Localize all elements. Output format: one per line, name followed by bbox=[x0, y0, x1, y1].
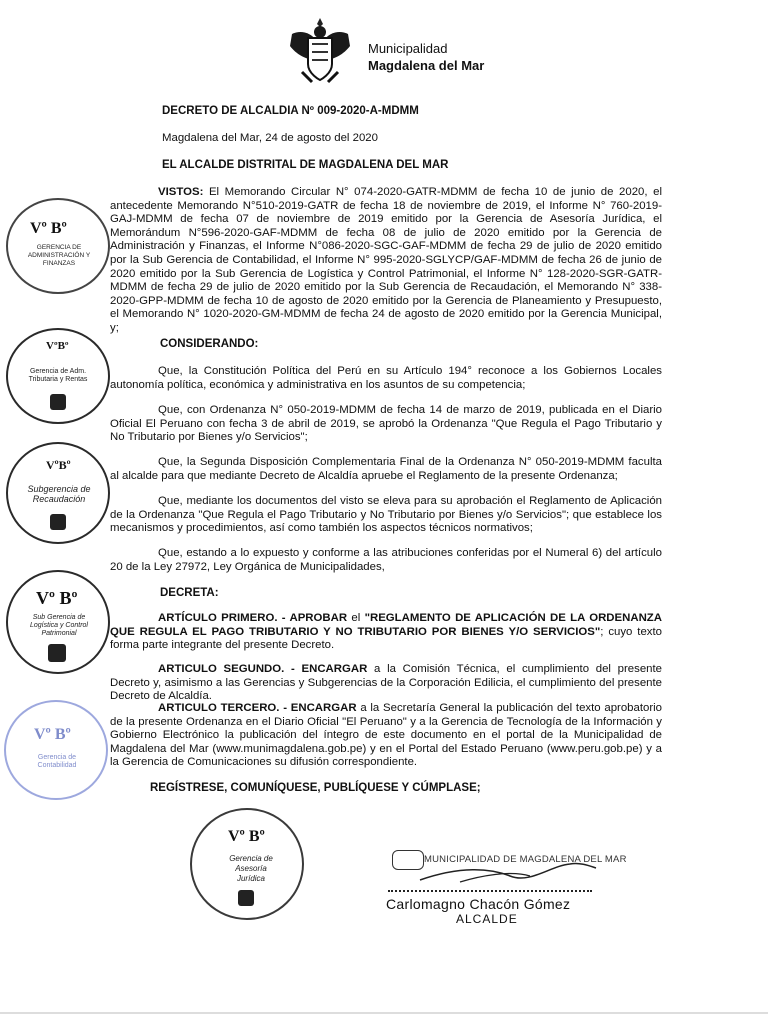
crest-icon bbox=[50, 394, 66, 410]
article-segundo bbox=[110, 663, 662, 704]
article-primero-label: ARTÍCULO PRIMERO. - APROBAR bbox=[158, 612, 348, 624]
article-primero-mid: el bbox=[347, 612, 365, 624]
signature-dotted-line bbox=[388, 890, 592, 892]
article-primero bbox=[110, 612, 662, 653]
stamp-gerencia-administracion bbox=[6, 198, 110, 294]
decreta-label: DECRETA: bbox=[160, 587, 219, 599]
considerando-p1: Que, la Constitución Política del Perú en su Artículo 194° reconoce a los Gobiernos Locales autonomía política, económica y administrativa en los asuntos de su competencia; bbox=[110, 365, 662, 391]
decree-number: DECRETO DE ALCALDIA Nº 009-2020-A-MDMM bbox=[162, 105, 419, 117]
stamp-subgerencia-logistica bbox=[6, 570, 110, 674]
article-primero-title: "REGLAMENTO DE APLICACIÓN DE LA ORDENANZA QUE REGULA EL PAGO TRIBUTARIO Y NO TRIBUTARIO POR BIENES Y/O SERVICIOS" bbox=[110, 612, 662, 638]
stamp-office: Gerencia de Asesoría Jurídica bbox=[229, 854, 273, 883]
vistos-paragraph bbox=[110, 186, 662, 336]
stamp-office: Sub Gerencia de Logística y Control Patrimonial bbox=[30, 614, 88, 637]
closing-formula: REGÍSTRESE, COMUNÍQUESE, PUBLÍQUESE Y CÚMPLASE; bbox=[150, 782, 481, 794]
considerando-p3: Que, la Segunda Disposición Complementaria Final de la Ordenanza N° 050-2019-MDMM faculta al alcalde para que mediante Decreto de Alcaldía apruebe el Reglamento de la presente Ordenanza; bbox=[110, 456, 662, 482]
decree-date: Magdalena del Mar, 24 de agosto del 2020 bbox=[162, 132, 378, 144]
crest-icon bbox=[238, 890, 254, 906]
org-name-line2: Magdalena del Mar bbox=[368, 58, 485, 73]
article-tercero-label: ARTICULO TERCERO. - ENCARGAR bbox=[158, 702, 357, 714]
stamp-office: GERENCIA DE ADMINISTRACIÓN Y FINANZAS bbox=[27, 244, 91, 267]
page-bottom-edge bbox=[0, 1012, 768, 1014]
stamp-mark: Vº Bº bbox=[228, 828, 265, 845]
article-tercero-rest: a la Secretaría General la publicación del texto aprobatorio de la presente Ordenanza en el Diario Oficial "El Peruano" y a la Gerencia de Tecnología de la Información y Gobierno Electrónico la publicación del íntegro de este documento en el portal de la Municipalidad de Magdalena del Mar (www.munimagdalena.gob.pe) y en el Portal del Estado Peruano (www.peru.gob.pe) y a la Gerencia de Comunicaciones su difusión correspondiente. bbox=[110, 702, 662, 769]
crest-icon bbox=[48, 644, 66, 662]
vistos-text: El Memorando Circular N° 074-2020-GATR-MDMM de fecha 10 de junio de 2020, el antecedente Memorando N°510-2019-GATR de fecha 18 de noviembre de 2019, el Informe N° 760-2019-GAJ-MDMM de fecha 07 de noviembre de 2019 emitido por la Gerencia de Asesoría Jurídica, el Memorándum N°596-2020-GAF-MDMM de fecha 08 de julio de 2020 emitido por la Gerencia de Administración y Finanzas, el Informe N°086-2020-SGC-GAF-MDMM de fecha 29 de julio de 2020 emitido por la Sub Gerencia de Contabilidad, el Informe N° 995-2020-SGLYCP/GAF-MDMM de fecha 26 de junio de 2020 emitido por la Sub Gerencia de Logística y Control Patrimonial, el Informe N° 128-2020-SGR-GATR-MDMM de fecha 29 de julio de 2020 emitido por la Sub Gerencia de Recaudación, el Memorando N° 338-2020-GPP-MDMM de fecha 10 de agosto de 2020 emitido por la Gerencia de Planeamiento y Presupuesto, el Memorando N° 1020-2020-GM-MDMM de fecha 24 de agosto de 2020 emitido por la Gerencia Municipal, y; bbox=[110, 186, 662, 334]
article-tercero bbox=[110, 702, 662, 770]
considerando-p5: Que, estando a lo expuesto y conforme a las atribuciones conferidas por el Numeral 6) del artículo 20 de la Ley 27972, Ley Orgánica de Municipalidades, bbox=[110, 547, 662, 573]
stamp-office: Gerencia de Contabilidad bbox=[37, 754, 77, 769]
stamp-mark: Vº Bº bbox=[34, 726, 71, 743]
crest-icon bbox=[50, 514, 66, 530]
signatory-title: ALCALDE bbox=[456, 912, 518, 926]
stamp-mark: VºBº bbox=[46, 340, 69, 352]
stamp-gerencia-tributaria bbox=[6, 328, 110, 424]
stamp-mark: Vº Bº bbox=[30, 220, 67, 237]
handwritten-signature-icon bbox=[400, 846, 610, 896]
vistos-label: VISTOS: bbox=[158, 186, 204, 198]
article-primero-rest: ; cuyo texto forma parte integrante del presente Decreto. bbox=[110, 625, 662, 652]
stamp-mark: VºBº bbox=[46, 458, 71, 472]
stamp-gerencia-contabilidad bbox=[4, 700, 108, 800]
stamp-mark: Vº Bº bbox=[36, 588, 78, 608]
article-segundo-rest: a la Comisión Técnica, el cumplimiento del presente Decreto y, asimismo a las Gerencias y Subgerencias de la Corporación Edilicia, el cumplimiento del presente Decreto de Alcaldía. bbox=[110, 663, 662, 703]
article-segundo-label: ARTICULO SEGUNDO. - ENCARGAR bbox=[158, 663, 368, 675]
signature-stamp-text: MUNICIPALIDAD DE MAGDALENA DEL MAR bbox=[424, 854, 627, 865]
considerando-label: CONSIDERANDO: bbox=[160, 338, 259, 350]
stamp-asesoria-juridica bbox=[190, 808, 304, 920]
considerando-p4: Que, mediante los documentos del visto se eleva para su aprobación el Reglamento de Aplicación de la Ordenanza "Que Regula el Pago Tributario y No Tributario por Bienes y/o Servicios"; que establece los mecanismos y procedimientos, así como también los aspectos técnicos normativos; bbox=[110, 495, 662, 535]
stamp-office: Subgerencia de Recaudación bbox=[27, 484, 91, 504]
stamp-subgerencia-recaudacion bbox=[6, 442, 110, 544]
decree-issuer: EL ALCALDE DISTRITAL DE MAGDALENA DEL MAR bbox=[162, 159, 449, 171]
signatory-name: Carlomagno Chacón Gómez bbox=[386, 896, 571, 912]
org-name-line1: Municipalidad bbox=[368, 41, 448, 56]
considerando-p2: Que, con Ordenanza N° 050-2019-MDMM de fecha 14 de marzo de 2019, publicada en el Diario Oficial El Peruano con fecha 3 de abril de 2019, se aprobó la Ordenanza "Que Regula el Pago Tributario y No Tributario por Bienes y/o Servicios"; bbox=[110, 404, 662, 444]
stamp-office: Gerencia de Adm. Tributaria y Rentas bbox=[28, 368, 88, 383]
municipal-crest-icon bbox=[286, 16, 354, 86]
